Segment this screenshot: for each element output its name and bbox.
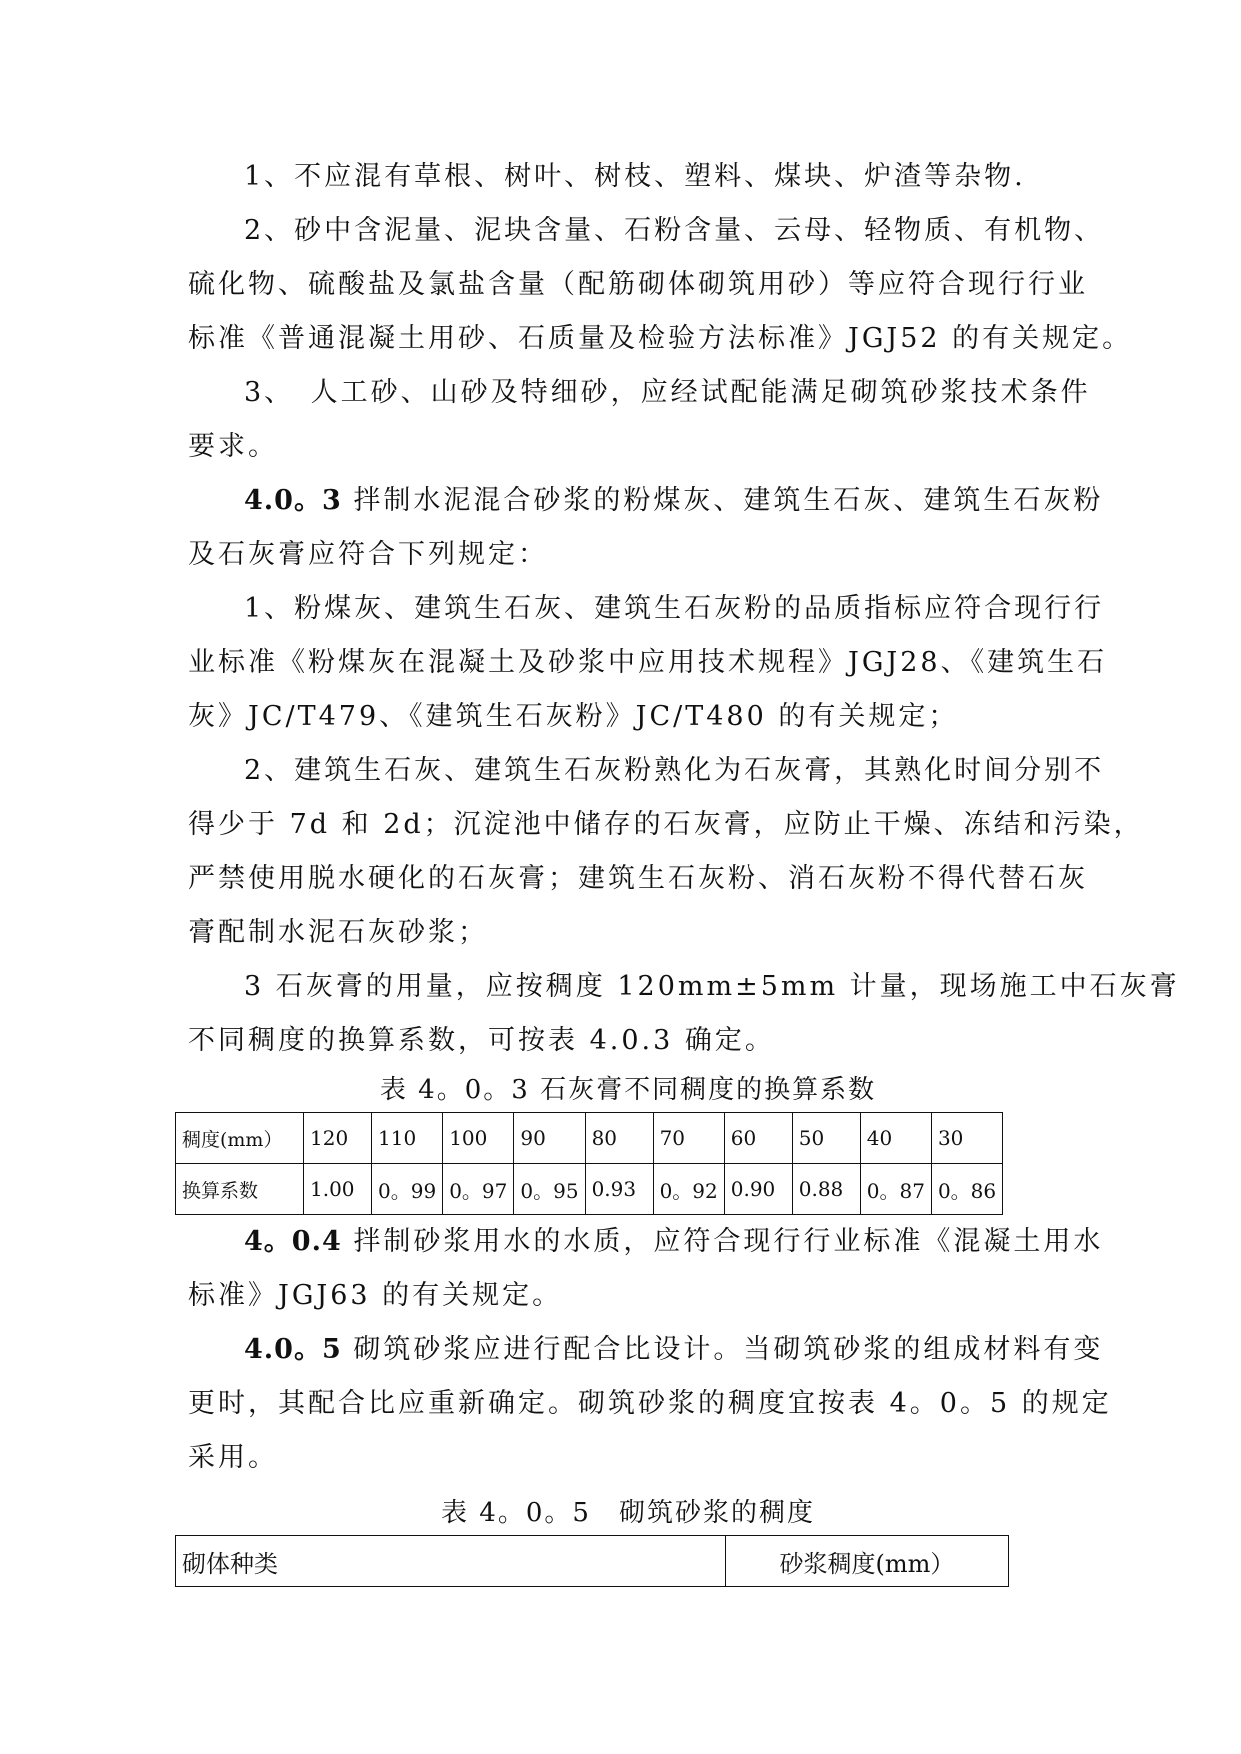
section-4-0-4-continuation: 标准》JGJ63 的有关规定。 — [188, 1280, 563, 1311]
table-cell: 70 — [653, 1113, 724, 1164]
table-cell: 60 — [724, 1113, 792, 1164]
table-cell: 110 — [372, 1113, 443, 1164]
table-row — [176, 1536, 1009, 1587]
item-3-artificial-sand: 3、 人工砂、山砂及特细砂，应经试配能满足砌筑砂浆技术条件 — [244, 377, 1091, 408]
section-4-0-5-continuation-2: 采用。 — [188, 1442, 278, 1473]
item-2-continuation-c: 膏配制水泥石灰砂浆； — [188, 917, 488, 948]
section-4-0-3-continuation: 及石灰膏应符合下列规定： — [188, 539, 548, 570]
table-row-label: 稠度(mm） — [176, 1113, 304, 1164]
section-text: 拌制水泥混合砂浆的粉煤灰、建筑生石灰、建筑生石灰粉 — [341, 485, 1104, 516]
item-2-lime-slaking: 2、建筑生石灰、建筑生石灰粉熟化为石灰膏，其熟化时间分别不 — [244, 755, 1105, 786]
table-cell: 80 — [585, 1113, 653, 1164]
item-2-sand-content: 2、砂中含泥量、泥块含量、石粉含量、云母、轻物质、有机物、 — [244, 215, 1105, 246]
section-text: 砌筑砂浆应进行配合比设计。当砌筑砂浆的组成材料有变 — [341, 1334, 1104, 1365]
table-row — [176, 1113, 1003, 1164]
item-3-continuation: 要求。 — [188, 431, 278, 462]
table-cell: 50 — [792, 1113, 860, 1164]
table-cell: 40 — [860, 1113, 931, 1164]
item-2-continuation-b: 严禁使用脱水硬化的石灰膏；建筑生石灰粉、消石灰粉不得代替石灰 — [188, 863, 1088, 894]
item-3-lime-paste-amount: 3 石灰膏的用量，应按稠度 120mm±5mm 计量，现场施工中石灰膏 — [244, 971, 1180, 1002]
table-cell: 120 — [304, 1113, 372, 1164]
table-cell: 0。97 — [443, 1164, 514, 1215]
item-1-continuation-2: 灰》JC/T479、《建筑生石灰粉》JC/T480 的有关规定； — [188, 701, 959, 732]
table-cell: 100 — [443, 1113, 514, 1164]
table-cell: 0。95 — [514, 1164, 585, 1215]
table-header-mortar-consistency: 砂浆稠度(mm） — [726, 1536, 1009, 1587]
table-4-0-3-caption: 表 4。0。3 石灰膏不同稠度的换算系数 — [379, 1075, 877, 1105]
item-1-continuation-1: 业标准《粉煤灰在混凝土及砂浆中应用技术规程》JGJ28、《建筑生石 — [188, 647, 1108, 678]
table-row-label: 换算系数 — [176, 1164, 304, 1215]
item-2-continuation-a: 得少于 7d 和 2d；沉淀池中储存的石灰膏，应防止干燥、冻结和污染， — [188, 809, 1144, 840]
table-cell: 90 — [514, 1113, 585, 1164]
table-header-masonry-type: 砌体种类 — [176, 1536, 726, 1587]
table-cell: 0。92 — [653, 1164, 724, 1215]
table-cell: 0。87 — [860, 1164, 931, 1215]
table-4-0-5 — [175, 1535, 1009, 1587]
section-4-0-5-continuation-1: 更时，其配合比应重新确定。砌筑砂浆的稠度宜按表 4。0。5 的规定 — [188, 1388, 1112, 1419]
section-number: 4。0.4 — [244, 1226, 342, 1257]
section-number: 4.0。3 — [244, 485, 342, 516]
table-cell: 0。86 — [931, 1164, 1002, 1215]
item-3-continuation-b: 不同稠度的换算系数，可按表 4.0.3 确定。 — [188, 1025, 775, 1056]
item-1-fly-ash: 1、粉煤灰、建筑生石灰、建筑生石灰粉的品质指标应符合现行行 — [244, 593, 1105, 624]
table-cell: 0。99 — [372, 1164, 443, 1215]
section-number: 4.0。5 — [244, 1334, 342, 1365]
item-2-continuation-2: 标准《普通混凝土用砂、石质量及检验方法标准》JGJ52 的有关规定。 — [188, 323, 1133, 354]
table-cell: 0.90 — [724, 1164, 792, 1215]
section-4-0-4-heading — [188, 1215, 1104, 1269]
item-1-no-impurities: 1、不应混有草根、树叶、树枝、塑料、煤块、炉渣等杂物. — [244, 161, 1026, 192]
section-text: 拌制砂浆用水的水质，应符合现行行业标准《混凝土用水 — [341, 1226, 1104, 1257]
table-row — [176, 1164, 1003, 1215]
section-4-0-3-heading — [188, 474, 1104, 528]
item-2-continuation-1: 硫化物、硫酸盐及氯盐含量（配筋砌体砌筑用砂）等应符合现行行业 — [188, 269, 1088, 300]
table-cell: 30 — [931, 1113, 1002, 1164]
section-4-0-5-heading — [188, 1323, 1104, 1377]
table-4-0-3 — [175, 1112, 1003, 1215]
table-4-0-5-caption: 表 4。0。5 砌筑砂浆的稠度 — [441, 1498, 815, 1528]
document-page — [182, 150, 1180, 1587]
table-cell: 0.88 — [792, 1164, 860, 1215]
table-cell: 0.93 — [585, 1164, 653, 1215]
table-cell: 1.00 — [304, 1164, 372, 1215]
